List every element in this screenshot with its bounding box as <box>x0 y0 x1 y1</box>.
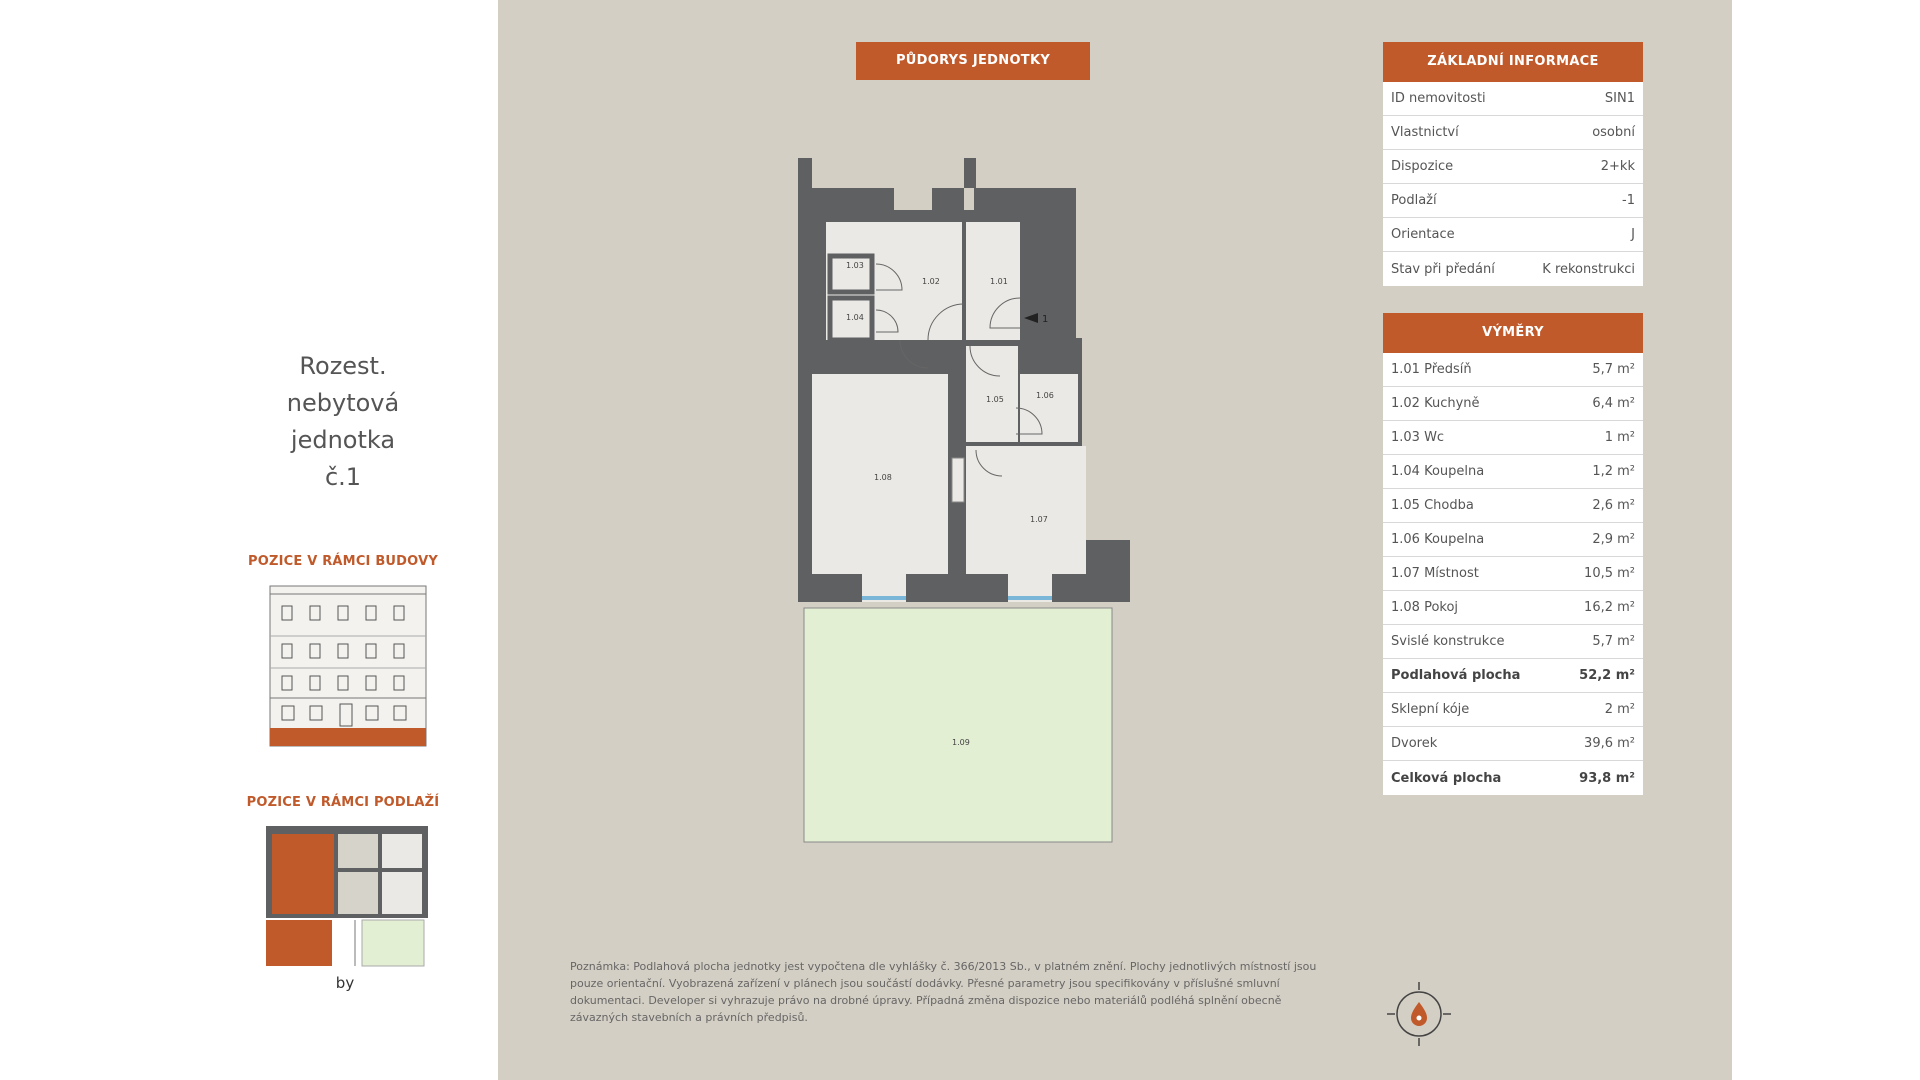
compass-icon <box>1385 980 1453 1048</box>
row-value: 16,2 m² <box>1584 600 1635 615</box>
position-floor-heading: POZICE V RÁMCI PODLAŽÍ <box>246 795 440 810</box>
table-row <box>1383 625 1643 659</box>
row-label: 1.07 Místnost <box>1391 566 1479 581</box>
room-label: 1.09 <box>952 738 970 747</box>
table-row <box>1383 421 1643 455</box>
unit-title-line: nebytová <box>286 389 400 417</box>
row-label: Sklepní kóje <box>1391 702 1470 717</box>
table-row <box>1383 218 1643 252</box>
row-value: 5,7 m² <box>1592 362 1635 377</box>
row-value: 6,4 m² <box>1592 396 1635 411</box>
basic-info-heading: ZÁKLADNÍ INFORMACE <box>1383 42 1643 82</box>
floor-keyplan-image <box>264 824 430 970</box>
row-value: 93,8 m² <box>1579 770 1635 786</box>
row-label: Podlaží <box>1391 193 1437 208</box>
room-label: 1.08 <box>874 473 892 482</box>
table-row <box>1383 591 1643 625</box>
room-label: 1.06 <box>1036 391 1054 400</box>
row-label: Svislé konstrukce <box>1391 634 1505 649</box>
table-row <box>1383 693 1643 727</box>
row-label: Celková plocha <box>1391 770 1502 786</box>
row-value: 1,2 m² <box>1592 464 1635 479</box>
room-label: 1.01 <box>990 277 1008 286</box>
table-row <box>1383 252 1643 286</box>
table-row <box>1383 523 1643 557</box>
row-label: ID nemovitosti <box>1391 91 1486 106</box>
row-value: osobní <box>1592 125 1635 140</box>
position-building-heading: POZICE V RÁMCI BUDOVY <box>248 554 438 569</box>
room-label: 1.03 <box>846 261 864 270</box>
row-label: Dispozice <box>1391 159 1454 174</box>
row-label: Dvorek <box>1391 736 1438 751</box>
table-row <box>1383 184 1643 218</box>
unit-title <box>243 348 443 496</box>
unit-title-line: č.1 <box>324 463 362 491</box>
row-value: 2,9 m² <box>1592 532 1635 547</box>
row-label: 1.08 Pokoj <box>1391 600 1459 615</box>
table-row <box>1383 761 1643 795</box>
attribution: by <box>335 974 355 992</box>
row-value: -1 <box>1622 193 1635 208</box>
row-label: 1.06 Koupelna <box>1391 532 1485 547</box>
room-1-06 <box>1020 374 1078 442</box>
areas-table <box>1383 353 1643 795</box>
row-value: K rekonstrukci <box>1542 261 1635 277</box>
table-row <box>1383 727 1643 761</box>
row-value: 5,7 m² <box>1592 634 1635 649</box>
room-label: 1.04 <box>846 313 864 322</box>
row-value: 2,6 m² <box>1592 498 1635 513</box>
right-margin <box>1732 0 1920 1080</box>
table-row <box>1383 489 1643 523</box>
row-label: 1.05 Chodba <box>1391 498 1474 513</box>
row-label: Stav při předání <box>1391 261 1495 277</box>
table-row <box>1383 353 1643 387</box>
row-value: 10,5 m² <box>1584 566 1635 581</box>
table-row <box>1383 387 1643 421</box>
row-value: J <box>1631 227 1635 242</box>
row-label: Vlastnictví <box>1391 125 1459 140</box>
row-label: Podlahová plocha <box>1391 668 1521 683</box>
unit-title-line: jednotka <box>290 426 396 454</box>
entrance-marker: 1 <box>1042 314 1049 325</box>
areas-heading: VÝMĚRY <box>1383 313 1643 353</box>
row-label: 1.04 Koupelna <box>1391 464 1485 479</box>
basic-info-table <box>1383 82 1643 286</box>
row-value: 39,6 m² <box>1584 736 1635 751</box>
room-label: 1.02 <box>922 277 940 286</box>
table-row <box>1383 150 1643 184</box>
building-facade-image <box>268 584 428 748</box>
garden-area <box>804 608 1112 842</box>
row-value: 52,2 m² <box>1579 668 1635 683</box>
room-label: 1.07 <box>1030 515 1048 524</box>
row-label: 1.03 Wc <box>1391 430 1445 445</box>
row-label: 1.02 Kuchyně <box>1391 396 1480 411</box>
table-row <box>1383 455 1643 489</box>
row-label: 1.01 Předsíň <box>1391 362 1472 377</box>
table-row <box>1383 82 1643 116</box>
disclaimer-note: Poznámka: Podlahová plocha jednotky jest vypočtena dle vyhlášky č. 366/2013 Sb., v platném znění. Plochy jednotlivých místností jsou pouze orientační. Vyobrazená zařízení v plánech jsou součástí dodávky. Přesné parametry jsou specifikovány v příslušné smluvní dokumentaci. Developer si vyhrazuje právo na drobné úpravy. Případná změna dispozice nebo materiálů podléhá splnění obecně závazných stavebních a právních předpisů. <box>570 960 1317 1024</box>
table-row <box>1383 557 1643 591</box>
table-row <box>1383 659 1643 693</box>
row-value: 2 m² <box>1604 702 1635 717</box>
floorplan-drawing <box>790 150 1162 850</box>
table-row <box>1383 116 1643 150</box>
row-value: 1 m² <box>1604 430 1635 445</box>
room-1-07 <box>966 446 1086 574</box>
row-value: 2+kk <box>1600 159 1635 174</box>
unit-title-line: Rozest. <box>299 352 387 380</box>
floorplan-heading: PŮDORYS JEDNOTKY <box>856 42 1090 80</box>
room-label: 1.05 <box>986 395 1004 404</box>
row-label: Orientace <box>1391 227 1455 242</box>
row-value: SIN1 <box>1604 91 1635 106</box>
